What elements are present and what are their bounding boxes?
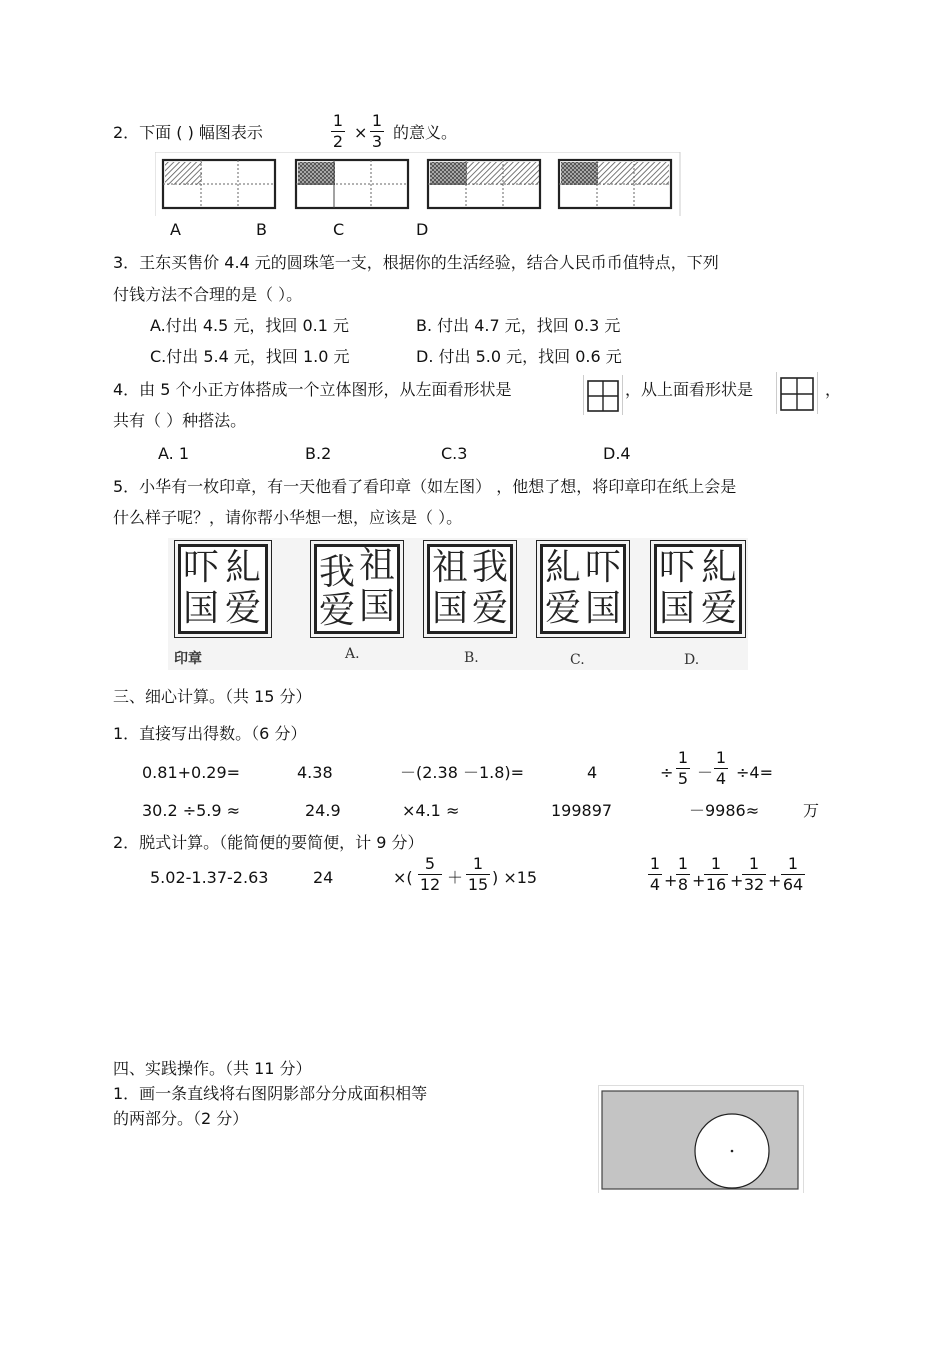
stamp-glyph: 吓 — [183, 547, 220, 588]
q4-option-b: B.2 — [305, 444, 332, 463]
calc-r2-e: －9986≈ — [689, 801, 760, 820]
stamp-glyph: 爱 — [545, 588, 582, 629]
figure-c — [428, 160, 540, 208]
stamp-glyph: 我 — [472, 547, 509, 588]
calc-r1-end: ÷4= — [736, 763, 773, 782]
q4-option-a: A. 1 — [158, 444, 190, 463]
q4-line-1: 4．由 5 个小正方体搭成一个立体图形，从左面看形状是 — [113, 380, 512, 399]
stamp-glyph: 祖 — [359, 545, 396, 586]
q4-line-2: 共有（ ）种搭法。 — [113, 411, 247, 430]
stamp-glyph: 国 — [432, 588, 469, 629]
calc-c2-plus: ＋ — [447, 868, 464, 887]
q2-option-a: A — [170, 220, 181, 239]
calc-c2-b: ×( — [393, 868, 413, 887]
q5-line-2: 什么样子呢？，请你帮小华想一想，应该是（ ）。 — [113, 508, 463, 527]
calc-r1-c: －(2.38 －1.8)= — [400, 763, 525, 782]
stamp-glyph: 糺 — [225, 547, 262, 588]
q2-option-d: D — [416, 220, 429, 239]
calc-c3-plus-3: + — [730, 871, 744, 890]
q2-option-b: B — [256, 220, 267, 239]
calc-c3-frac-5: 1 64 — [782, 854, 804, 894]
stamp-glyph: 祖 — [432, 547, 469, 588]
q2-suffix: 的意义。 — [393, 123, 458, 142]
calc-c2-a: 24 — [313, 868, 334, 887]
q4-mid: ，从上面看形状是 — [625, 380, 754, 399]
stamp-glyph: 国 — [183, 588, 220, 629]
calc-c2-frac-1: 5 12 — [419, 854, 441, 894]
calc-c3-frac-1: 1 4 — [649, 854, 661, 894]
calc-r1-d: 4 — [587, 763, 598, 782]
stamp-glyph: 爱 — [225, 588, 262, 629]
stamp-label: B. — [464, 650, 479, 666]
section-4-title: 四、实践操作。（共 11 分） — [113, 1059, 312, 1078]
stamp-original — [178, 544, 268, 634]
section-3-title: 三、细心计算。（共 15 分） — [113, 687, 312, 706]
q2-rectangle-figures — [155, 152, 685, 218]
sec4-q1-line-2: 的两部分。（2 分） — [113, 1109, 249, 1128]
q2-fraction-2: 1 3 — [371, 111, 383, 151]
stamp-glyph: 爱 — [319, 590, 356, 631]
calc-r1-frac-2: 1 4 — [715, 748, 727, 788]
q5-line-1: 5．小华有一枚印章，有一天他看了看印章（如左图） ，他想了想，将印章印在纸上会是 — [113, 477, 737, 496]
q2-times: × — [354, 123, 368, 142]
stamp-glyph: 国 — [585, 588, 622, 629]
stamp-glyph: 糺 — [701, 547, 738, 588]
q2-prefix: 2．下面 ( ) 幅图表示 — [113, 123, 263, 142]
figure-a — [163, 160, 275, 208]
q3-option-b: B. 付出 4.7 元，找回 0.3 元 — [416, 316, 621, 335]
stamp-label: A. — [345, 646, 360, 662]
calc-c1: 5.02-1.37-2.63 — [150, 868, 269, 887]
calc-r2-d: 199897 — [551, 801, 613, 820]
calc-c2-frac-2: 1 15 — [467, 854, 489, 894]
calc-r1-minus: － — [697, 763, 714, 782]
calc-r1-b: 4.38 — [297, 763, 333, 782]
stamp-glyph: 爱 — [701, 588, 738, 629]
calc-r2-c: ×4.1 ≈ — [402, 801, 460, 820]
q3-option-a: A.付出 4.5 元，找回 0.1 元 — [150, 316, 349, 335]
top-view-grid-icon — [776, 372, 818, 414]
q2-fraction-1: 1 2 — [332, 111, 344, 151]
q3-line-2: 付钱方法不合理的是（ ）。 — [113, 285, 303, 304]
left-view-grid-icon — [583, 375, 623, 415]
stamp-label: C. — [570, 652, 585, 668]
stamp-glyph: 国 — [359, 586, 396, 627]
q4-option-c: C.3 — [441, 444, 468, 463]
calc-r1-div: ÷ — [660, 763, 674, 782]
calc-r2-f: 万 — [803, 801, 820, 820]
calc-c2-c: ) ×15 — [492, 868, 538, 887]
stamp-glyph: 糺 — [545, 547, 582, 588]
stamp-glyph: 我 — [319, 552, 356, 593]
calc-c3-plus-1: + — [664, 871, 678, 890]
calc-r2-a: 30.2 ÷5.9 ≈ — [142, 801, 241, 820]
stamp-option-a — [314, 544, 400, 634]
calc-r2-b: 24.9 — [305, 801, 341, 820]
stamp-option-c — [540, 544, 626, 634]
stamp-label: D. — [684, 652, 700, 668]
q3-option-d: D. 付出 5.0 元，找回 0.6 元 — [416, 347, 622, 366]
calc-c3-frac-2: 1 8 — [677, 854, 689, 894]
stamp-glyph: 吓 — [659, 547, 696, 588]
calc-c3-frac-4: 1 32 — [743, 854, 765, 894]
figure-d — [559, 160, 671, 208]
sec3-q1-title: 1．直接写出得数。（6 分） — [113, 724, 307, 743]
sec3-q2-title: 2．脱式计算。（能简便的要简便，计 9 分） — [113, 833, 424, 852]
stamp-label: 印章 — [174, 651, 202, 667]
calc-r1-a: 0.81+0.29= — [142, 763, 241, 782]
calc-c3-plus-2: + — [692, 871, 706, 890]
stamp-glyph: 吓 — [585, 547, 622, 588]
stamp-option-d — [654, 544, 742, 634]
q2-option-c: C — [333, 220, 345, 239]
q3-option-c: C.付出 5.4 元，找回 1.0 元 — [150, 347, 350, 366]
calc-r1-frac-1: 1 5 — [677, 748, 689, 788]
stamp-glyph: 国 — [659, 588, 696, 629]
q4-end: ， — [825, 380, 842, 399]
shaded-rectangle-with-circle — [598, 1085, 804, 1193]
calc-c3-plus-4: + — [768, 871, 782, 890]
sec4-q1-line-1: 1．画一条直线将右图阴影部分分成面积相等 — [113, 1084, 428, 1103]
q3-line-1: 3．王东买售价 4.4 元的圆珠笔一支，根据你的生活经验，结合人民币币值特点，下列 — [113, 253, 719, 272]
q4-option-d: D.4 — [603, 444, 631, 463]
figure-b — [296, 160, 408, 208]
stamp-glyph: 爱 — [472, 588, 509, 629]
stamp-option-b — [427, 544, 513, 634]
calc-c3-frac-3: 1 16 — [705, 854, 727, 894]
stamp-figures — [168, 538, 748, 670]
